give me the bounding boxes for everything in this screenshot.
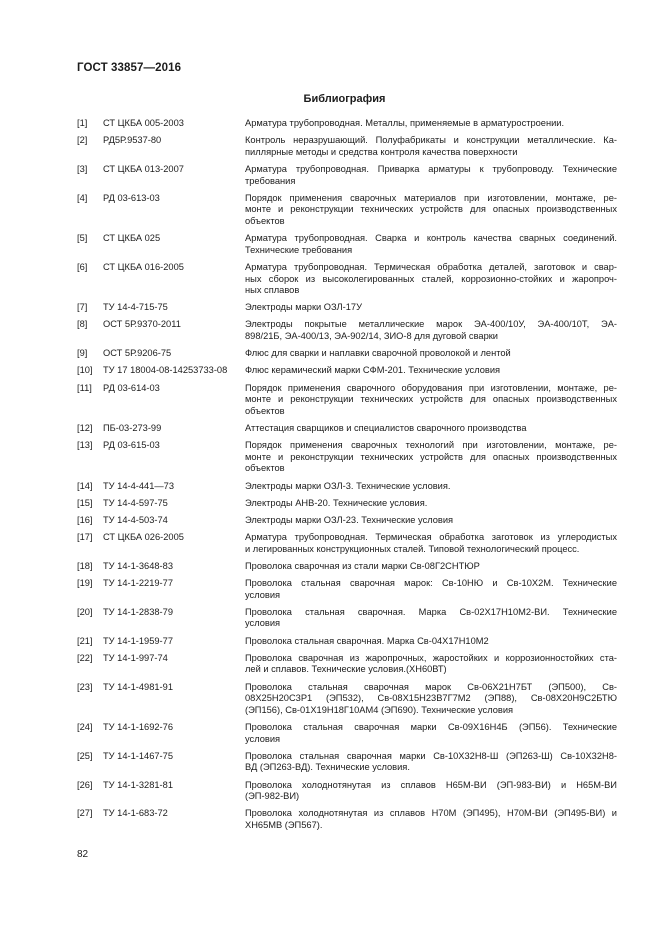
entry-title bbox=[245, 682, 617, 717]
entry-title bbox=[245, 365, 617, 377]
bibliography-entry bbox=[77, 164, 617, 187]
entry-title-line: Проволока сварочная из жаропрочных, жаростойких и коррозионностойких ста- bbox=[245, 652, 617, 663]
entry-number: [1] bbox=[77, 118, 88, 128]
entry-number: [9] bbox=[77, 348, 88, 359]
entry-title-line: Электроды покрытые металлические марок ЭА-400/10У, ЭА-400/10Т, ЭА- bbox=[245, 319, 617, 330]
entry-title bbox=[245, 118, 617, 130]
entry-title-line: Порядок применения сварочных материалов при изготовлении, монтаже, ре- bbox=[245, 192, 617, 203]
entry-title-line: Арматура трубопроводная. Металлы, применяемые в арматуростроении. bbox=[245, 118, 565, 128]
entry-number: [24] bbox=[77, 722, 93, 732]
bibliography-entry bbox=[77, 302, 617, 314]
bibliography-entry bbox=[77, 348, 617, 360]
entry-number: [6] bbox=[77, 261, 88, 272]
page-number: 82 bbox=[77, 849, 89, 860]
entry-title-line: 898/21Б, ЭА-400/13, ЭА-902/14, ЗИО-8 для дуговой сварки bbox=[245, 331, 499, 342]
entry-title bbox=[245, 164, 617, 187]
entry-title-line: требования bbox=[245, 175, 296, 186]
entry-number: [11] bbox=[77, 382, 92, 393]
entry-title-line: пиллярные методы и средства контроля качества поверхности bbox=[245, 146, 518, 157]
entry-title bbox=[245, 302, 617, 314]
entry-number: [8] bbox=[77, 319, 88, 330]
entry-title-line: объектов bbox=[245, 463, 285, 474]
bibliography-list bbox=[77, 118, 617, 837]
bibliography-entry bbox=[77, 532, 617, 555]
entry-title bbox=[245, 319, 617, 342]
entry-code: ТУ 14-4-441—73 bbox=[103, 480, 175, 491]
entry-code: ТУ 14-1-4981-91 bbox=[103, 681, 173, 692]
entry-title bbox=[245, 135, 617, 158]
entry-number: [22] bbox=[77, 652, 93, 663]
entry-title-line: Флюс керамический марки СФМ-201. Технические условия bbox=[245, 365, 501, 376]
entry-number: [12] bbox=[77, 423, 93, 433]
entry-title-line: монте и реконструкции технических устройств для опасных производственных bbox=[245, 451, 617, 462]
entry-number: [15] bbox=[77, 497, 93, 508]
entry-code: ТУ 17 18004-08-14253733-08 bbox=[103, 365, 228, 376]
entry-title-line: Электроды марки ОЗЛ-3. Технические условия. bbox=[245, 480, 451, 491]
entry-title-line: Флюс для сварки и наплавки сварочной проволокой и лентой bbox=[245, 348, 511, 359]
entry-number: [17] bbox=[77, 532, 93, 543]
entry-title-line: Технические требования bbox=[245, 244, 353, 255]
entry-title-line: Проволока стальная сварочная марок: Св-10НЮ и Св-10Х2М. Технические bbox=[245, 578, 617, 589]
entry-title bbox=[245, 348, 617, 360]
entry-title-line: Проволока стальная сварочная марок Св-06Х21Н7БТ (ЭП500), Св- bbox=[245, 681, 617, 692]
entry-title-line: объектов bbox=[245, 405, 285, 416]
entry-title bbox=[245, 233, 617, 256]
entry-code: СТ ЦКБА 016-2005 bbox=[103, 261, 184, 272]
entry-title-line: Арматура трубопроводная. Сварка и контроль качества сварных соединений. bbox=[245, 233, 617, 244]
entry-code: СТ ЦКБА 013-2007 bbox=[103, 163, 184, 174]
entry-title-line: Проволока холоднотянутая из сплавов Н70М (ЭП495), Н70М-ВИ (ЭП495-ВИ) и bbox=[245, 808, 617, 819]
bibliography-entry bbox=[77, 233, 617, 256]
bibliography-entry bbox=[77, 653, 617, 676]
entry-title bbox=[245, 262, 617, 297]
entry-title bbox=[245, 636, 617, 648]
entry-number: [13] bbox=[77, 440, 93, 451]
entry-number: [27] bbox=[77, 808, 93, 819]
entry-title bbox=[245, 808, 617, 831]
entry-code: СТ ЦКБА 005-2003 bbox=[103, 118, 184, 128]
entry-title-line: Проволока стальная сварочная марки Св-10Х32Н8-Ш (ЭП263-Ш) Св-10Х32Н8- bbox=[245, 750, 617, 761]
entry-title bbox=[245, 653, 617, 676]
entry-title-line: Арматура трубопроводная. Термическая обработка деталей, заготовок и свар- bbox=[245, 261, 617, 272]
entry-number: [14] bbox=[77, 480, 93, 491]
entry-code: РД 03-615-03 bbox=[103, 440, 160, 451]
bibliography-entry bbox=[77, 135, 617, 158]
entry-title-line: 08Х25Н20С3Р1 (ЭП532), Св-08Х15Н23В7Г7М2 (ЭП88), Св-08Х20Н9С2БТЮ bbox=[245, 693, 617, 704]
entry-title-line: условия bbox=[245, 589, 281, 600]
entry-title-line: объектов bbox=[245, 215, 285, 226]
entry-title-line: Проволока стальная сварочная. Марка Св-02Х17Н10М2-ВИ. Технические bbox=[245, 606, 617, 617]
entry-title-line: (ЭП156), Св-01Х19Н18Г10АМ4 (ЭП690). Технические условия bbox=[245, 704, 514, 715]
entry-code: ОСТ 5Р.9370-2011 bbox=[103, 319, 181, 330]
entry-title-line: лей и сплавов. Технические условия.(ХН60ВТ) bbox=[245, 664, 447, 675]
section-title: Библиография bbox=[303, 93, 386, 105]
entry-code: ТУ 14-1-3648-83 bbox=[103, 560, 173, 571]
entry-title-line: Проволока сварочная из стали марки Св-08Г2СНТЮР bbox=[245, 560, 480, 571]
entry-title-line: ных сборок из высоколегированных сталей, коррозионно-стойких и жаропроч- bbox=[245, 273, 617, 284]
entry-title-line: монте и реконструкции технических устройств для опасных производственных bbox=[245, 394, 617, 405]
entry-title-line: Арматура трубопроводная. Приварка арматуры к трубопроводу. Технические bbox=[245, 163, 617, 174]
entry-code: СТ ЦКБА 026-2005 bbox=[103, 532, 184, 543]
entry-title-line: Электроды марки ОЗЛ-17У bbox=[245, 302, 362, 313]
bibliography-entry bbox=[77, 440, 617, 475]
entry-title bbox=[245, 578, 617, 601]
bibliography-entry bbox=[77, 607, 617, 630]
entry-code: ТУ 14-1-683-72 bbox=[103, 808, 168, 819]
entry-code: ТУ 14-1-997-74 bbox=[103, 652, 168, 663]
entry-code: ТУ 14-1-1467-75 bbox=[103, 750, 173, 761]
bibliography-entry bbox=[77, 423, 617, 435]
entry-title bbox=[245, 423, 617, 435]
bibliography-entry bbox=[77, 636, 617, 648]
entry-title-line: (ЭП-982-ВИ) bbox=[245, 791, 300, 802]
entry-number: [26] bbox=[77, 779, 93, 790]
bibliography-entry bbox=[77, 319, 617, 342]
entry-title-line: Контроль неразрушающий. Полуфабрикаты и конструкции металлические. Ка- bbox=[245, 135, 617, 146]
entry-title bbox=[245, 532, 617, 555]
entry-title bbox=[245, 440, 617, 475]
entry-code: СТ ЦКБА 025 bbox=[103, 233, 161, 244]
entry-number: [10] bbox=[77, 365, 93, 376]
entry-code: ТУ 14-1-3281-81 bbox=[103, 779, 173, 790]
bibliography-entry bbox=[77, 682, 617, 717]
bibliography-entry bbox=[77, 262, 617, 297]
bibliography-entry bbox=[77, 118, 617, 130]
entry-code: ТУ 14-4-715-75 bbox=[103, 302, 168, 313]
entry-code: РД 03-613-03 bbox=[103, 192, 160, 203]
entry-title bbox=[245, 722, 617, 745]
entry-number: [5] bbox=[77, 233, 88, 244]
bibliography-entry bbox=[77, 515, 617, 527]
entry-title-line: и легированных конструкционных сталей. Типовой технологический процесс. bbox=[245, 543, 580, 554]
entry-title bbox=[245, 481, 617, 493]
entry-number: [23] bbox=[77, 681, 93, 692]
entry-number: [3] bbox=[77, 163, 88, 174]
entry-number: [7] bbox=[77, 302, 88, 313]
entry-title-line: Электроды марки ОЗЛ-23. Технические условия bbox=[245, 514, 454, 525]
entry-title-line: Проволока стальная сварочная. Марка Св-04Х17Н10М2 bbox=[245, 635, 489, 646]
entry-title-line: Порядок применения сварочного оборудования при изготовлении, монтаже, ре- bbox=[245, 382, 617, 393]
entry-title bbox=[245, 751, 617, 774]
entry-title-line: Электроды АНВ-20. Технические условия. bbox=[245, 497, 428, 508]
entry-code: ПБ-03-273-99 bbox=[103, 423, 162, 433]
entry-code: ТУ 14-4-503-74 bbox=[103, 514, 168, 525]
entry-number: [18] bbox=[77, 560, 93, 571]
entry-title-line: Арматура трубопроводная. Термическая обработка заготовок из углеродистых bbox=[245, 532, 617, 543]
bibliography-entry bbox=[77, 722, 617, 745]
entry-title-line: ных сплавов bbox=[245, 285, 300, 296]
page-header: ГОСТ 33857—2016 bbox=[77, 62, 182, 74]
entry-code: ОСТ 5Р.9206-75 bbox=[103, 348, 172, 359]
entry-number: [2] bbox=[77, 135, 88, 146]
entry-number: [21] bbox=[77, 635, 93, 646]
entry-title-line: Аттестация сварщиков и специалистов сварочного производства bbox=[245, 423, 527, 433]
entry-title bbox=[245, 193, 617, 228]
entry-title-line: условия bbox=[245, 618, 281, 629]
bibliography-entry bbox=[77, 498, 617, 510]
bibliography-entry bbox=[77, 808, 617, 831]
entry-title-line: условия bbox=[245, 733, 281, 744]
entry-code: ТУ 14-1-2838-79 bbox=[103, 606, 173, 617]
entry-title-line: Проволока холоднотянутая из сплавов Н65М-ВИ (ЭП-983-ВИ) и Н65М-ВИ bbox=[245, 779, 617, 790]
entry-title bbox=[245, 383, 617, 418]
entry-title bbox=[245, 515, 617, 527]
bibliography-entry bbox=[77, 383, 617, 418]
entry-code: РД5Р.9537-80 bbox=[103, 135, 162, 146]
bibliography-entry bbox=[77, 193, 617, 228]
bibliography-entry bbox=[77, 481, 617, 493]
bibliography-entry bbox=[77, 365, 617, 377]
entry-title bbox=[245, 498, 617, 510]
entry-code: ТУ 14-1-1692-76 bbox=[103, 722, 173, 732]
bibliography-entry bbox=[77, 751, 617, 774]
entry-code: ТУ 14-1-2219-77 bbox=[103, 578, 173, 589]
entry-title-line: монте и реконструкции технических устройств для опасных производственных bbox=[245, 204, 617, 215]
entry-number: [19] bbox=[77, 578, 93, 589]
entry-title-line: ХН65МВ (ЭП567). bbox=[245, 819, 323, 830]
entry-number: [4] bbox=[77, 192, 88, 203]
bibliography-entry bbox=[77, 578, 617, 601]
entry-title bbox=[245, 780, 617, 803]
entry-number: [25] bbox=[77, 750, 93, 761]
entry-title-line: ВД (ЭП263-ВД). Технические условия. bbox=[245, 762, 410, 773]
entry-number: [16] bbox=[77, 514, 93, 525]
entry-title bbox=[245, 607, 617, 630]
entry-title-line: Проволока стальная сварочная марки Св-09Х16Н4Б (ЭП56). Технические bbox=[245, 722, 617, 732]
entry-code: ТУ 14-1-1959-77 bbox=[103, 635, 173, 646]
entry-number: [20] bbox=[77, 606, 93, 617]
bibliography-entry bbox=[77, 780, 617, 803]
entry-code: РД 03-614-03 bbox=[103, 382, 160, 393]
entry-title-line: Порядок применения сварочных технологий при изготовлении, монтаже, ре- bbox=[245, 440, 617, 451]
entry-code: ТУ 14-4-597-75 bbox=[103, 497, 168, 508]
entry-title bbox=[245, 561, 617, 573]
bibliography-entry bbox=[77, 561, 617, 573]
